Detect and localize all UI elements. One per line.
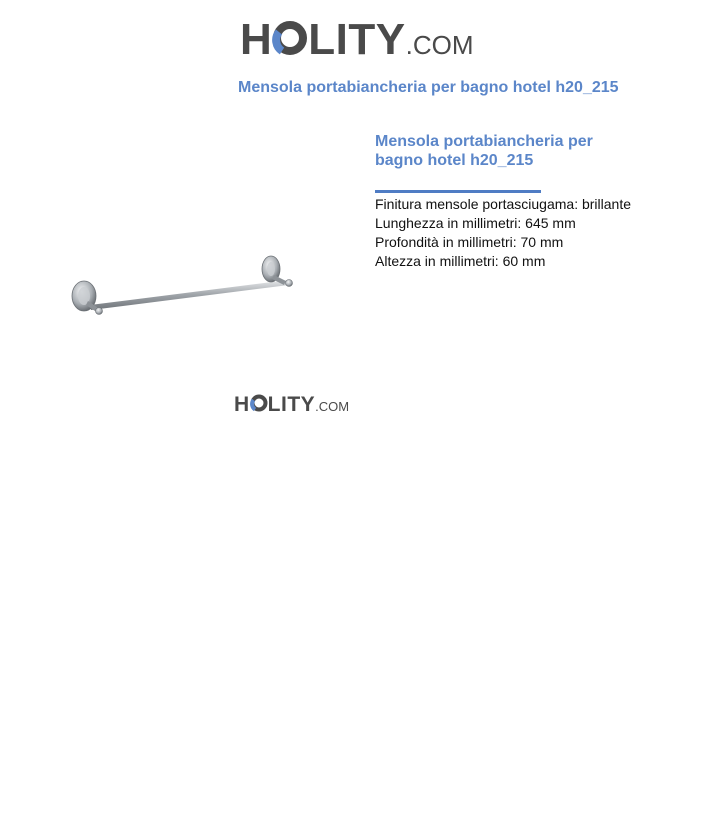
product-title-line-1: Mensola portabiancheria per [375,133,593,150]
logo-letter-h: H [234,393,250,416]
product-info [375,132,675,271]
logo-letter-h: H [240,15,273,64]
o-ring-logo-icon [272,18,308,59]
page-title: Mensola portabiancheria per bagno hotel h20_215 [238,79,619,96]
product-title-line-2: bagno hotel h20_215 [375,152,534,169]
logo-domain: .COM [315,399,350,414]
o-ring-logo-icon [250,393,268,416]
title-underline [375,190,541,193]
spec-height: Altezza in millimetri: 60 mm [375,253,546,269]
towel-bar-image [60,245,310,335]
brand-logo-small[interactable] [234,392,349,418]
spec-list [375,195,675,271]
product-title [375,132,675,170]
spec-length: Lunghezza in millimetri: 645 mm [375,215,576,231]
brand-logo[interactable] [240,14,474,66]
logo-domain: .COM [405,30,474,60]
logo-letters-lity: LITY [308,15,406,64]
logo-letters-lity: LITY [267,393,316,416]
spec-depth: Profondità in millimetri: 70 mm [375,234,564,250]
spec-finish: Finitura mensole portasciugama: brillante [375,196,632,212]
